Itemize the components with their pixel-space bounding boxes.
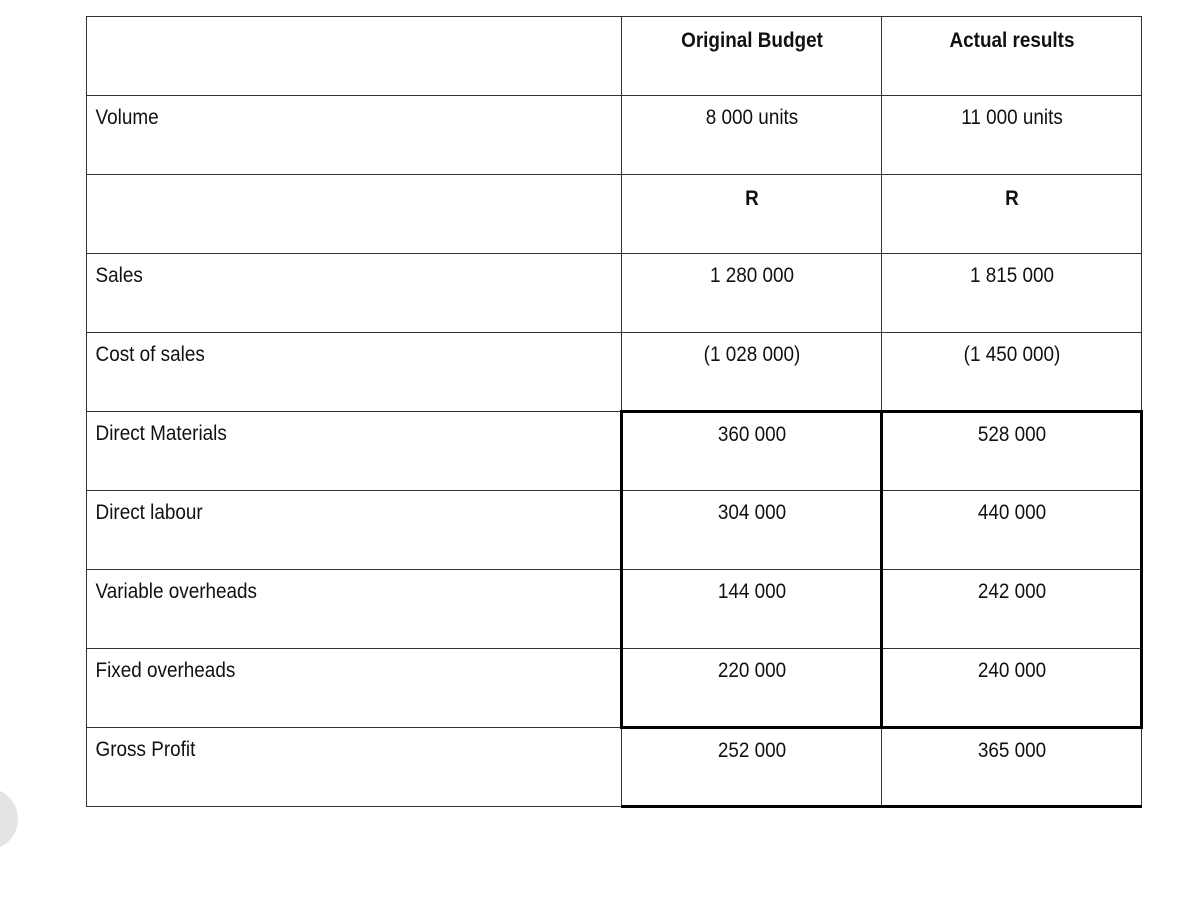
budget-value: 304 000	[635, 491, 869, 570]
budget-value: 220 000	[635, 649, 869, 728]
row-label: Fixed overheads	[87, 649, 569, 728]
table-row-direct-materials	[87, 412, 1142, 491]
actual-value: 528 000	[895, 412, 1129, 491]
header-original-budget: Original Budget	[635, 17, 869, 96]
actual-value: 1 815 000	[895, 254, 1129, 333]
row-label: Gross Profit	[87, 728, 569, 807]
table-header-row	[87, 17, 1142, 96]
side-scroll-handle[interactable]	[0, 788, 18, 850]
table-row-sales	[87, 254, 1142, 333]
budget-currency: R	[635, 175, 869, 254]
actual-value: (1 450 000)	[895, 333, 1129, 412]
table-row-volume	[87, 96, 1142, 175]
row-label: Cost of sales	[87, 333, 569, 412]
budget-value: 252 000	[635, 728, 869, 807]
table-row-cost-of-sales	[87, 333, 1142, 412]
table-row-direct-labour	[87, 491, 1142, 570]
row-label: Direct Materials	[87, 412, 569, 491]
row-label	[87, 175, 569, 254]
row-label: Sales	[87, 254, 569, 333]
table-row-currency	[87, 175, 1142, 254]
budget-value: 1 280 000	[635, 254, 869, 333]
budget-value: 360 000	[635, 412, 869, 491]
actual-value: 11 000 units	[895, 96, 1129, 175]
table-row-fixed-overheads	[87, 649, 1142, 728]
actual-currency: R	[895, 175, 1129, 254]
actual-value: 240 000	[895, 649, 1129, 728]
header-actual-results: Actual results	[895, 17, 1129, 96]
row-label: Variable overheads	[87, 570, 569, 649]
budget-value: 144 000	[635, 570, 869, 649]
budget-comparison-table	[86, 16, 1143, 808]
budget-value: 8 000 units	[635, 96, 869, 175]
table-row-variable-overheads	[87, 570, 1142, 649]
row-label: Direct labour	[87, 491, 569, 570]
row-label: Volume	[87, 96, 569, 175]
actual-value: 440 000	[895, 491, 1129, 570]
table-row-gross-profit	[87, 728, 1142, 807]
actual-value: 365 000	[895, 728, 1129, 807]
header-blank-cell	[113, 17, 595, 96]
budget-value: (1 028 000)	[635, 333, 869, 412]
actual-value: 242 000	[895, 570, 1129, 649]
